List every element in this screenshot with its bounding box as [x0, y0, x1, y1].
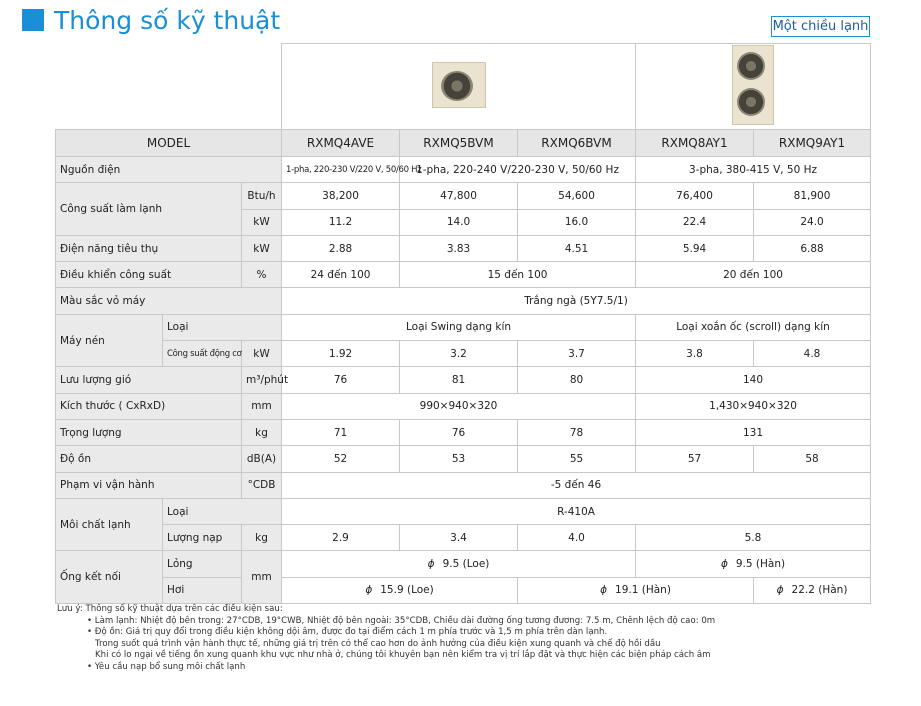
- sub-label-motor: Công suất động cơ: [163, 341, 242, 367]
- page-title: Thông số kỹ thuật: [54, 5, 281, 35]
- cell-cooling-kw: 22.4: [636, 209, 754, 235]
- row-label-power: Nguồn điện: [56, 157, 282, 183]
- cell-cooling-kw: 24.0: [754, 209, 871, 235]
- unit-airflow: m³/phút: [242, 367, 282, 393]
- cell-refrigerant-charge-45: 5.8: [636, 525, 871, 551]
- cell-weight: 71: [282, 419, 400, 445]
- title-square-icon: [22, 9, 44, 31]
- cell-weight: 76: [400, 419, 518, 445]
- unit-kw: kW: [242, 209, 282, 235]
- cell-weight-45: 131: [636, 419, 871, 445]
- model-name: RXMQ8AY1: [636, 130, 754, 157]
- spec-table: [55, 43, 871, 604]
- row-label-operation-range: Phạm vi vận hành: [56, 472, 242, 498]
- cell-casing: Trắng ngà (5Y7.5/1): [282, 288, 871, 314]
- unit-weight: kg: [242, 419, 282, 445]
- note-item: • Độ ồn: Giá trị quy đổi trong điều kiện không dội âm, được đo tại điểm cách 1 m phía trước và 1,5 m phía trên dàn lạnh.: [87, 627, 608, 638]
- cell-refrigerant-type: R-410A: [282, 498, 871, 524]
- product-image-single: [282, 44, 636, 130]
- unit-motor: kW: [242, 341, 282, 367]
- note-item: Trong suốt quá trình vận hành thực tế, những giá trị trên có thể cao hơn do ảnh hưởng của điều kiện xung quanh và chế độ hồi dầu: [95, 638, 661, 649]
- cell-refrigerant-charge: 3.4: [400, 525, 518, 551]
- model-header: MODEL: [56, 130, 282, 157]
- model-name: RXMQ9AY1: [754, 130, 871, 157]
- cell-cooling-btu: 81,900: [754, 183, 871, 209]
- cell-dimensions-123: 990×940×320: [282, 393, 636, 419]
- phi-symbol: ϕ: [365, 584, 373, 597]
- cell-noise: 53: [400, 446, 518, 472]
- cell-dimensions-45: 1,430×940×320: [636, 393, 871, 419]
- cell-refrigerant-charge: 4.0: [518, 525, 636, 551]
- phi-symbol: ϕ: [427, 558, 435, 571]
- cell-operation-range: -5 đến 46: [282, 472, 871, 498]
- cell-gas-5: ϕ 22.2 (Hàn): [754, 577, 871, 603]
- notes-heading: Lưu ý: Thông số kỹ thuật dựa trên các điều kiện sau:: [57, 604, 283, 614]
- row-label-noise: Độ ồn: [56, 446, 242, 472]
- unit-consumption: kW: [242, 235, 282, 261]
- cell-motor: 3.2: [400, 341, 518, 367]
- cell-noise: 55: [518, 446, 636, 472]
- sub-label-refrigerant-charge: Lượng nạp: [163, 525, 242, 551]
- product-image-double: [636, 44, 871, 130]
- note-item: • Yêu cầu nạp bổ sung môi chất lạnh: [87, 661, 246, 672]
- outdoor-unit-large-icon: [732, 45, 774, 125]
- phi-symbol: ϕ: [720, 558, 728, 571]
- row-label-weight: Trọng lượng: [56, 419, 242, 445]
- cell-capacity-control-45: 20 đến 100: [636, 262, 871, 288]
- cell-cooling-kw: 14.0: [400, 209, 518, 235]
- cell-weight: 78: [518, 419, 636, 445]
- cell-compressor-type-swing: Loại Swing dạng kín: [282, 314, 636, 340]
- cell-cooling-kw: 11.2: [282, 209, 400, 235]
- cell-capacity-control-1: 24 đến 100: [282, 262, 400, 288]
- cell-gas-34: ϕ 19.1 (Hàn): [518, 577, 754, 603]
- cell-liquid-123: ϕ 9.5 (Loe): [282, 551, 636, 577]
- cell-power-23: 1-pha, 220-240 V/220-230 V, 50/60 Hz: [400, 157, 636, 183]
- cell-capacity-control-23: 15 đến 100: [400, 262, 636, 288]
- model-name: RXMQ4AVE: [282, 130, 400, 157]
- cell-gas-12: ϕ 15.9 (Loe): [282, 577, 518, 603]
- unit-btu: Btu/h: [242, 183, 282, 209]
- cell-cooling-kw: 16.0: [518, 209, 636, 235]
- cell-liquid-45: ϕ 9.5 (Hàn): [636, 551, 871, 577]
- cell-airflow: 76: [282, 367, 400, 393]
- unit-piping: mm: [242, 551, 282, 604]
- outdoor-unit-small-icon: [432, 62, 486, 108]
- row-label-capacity-control: Điều khiển công suất: [56, 262, 242, 288]
- row-label-piping: Ống kết nối: [56, 551, 163, 604]
- unit-operation-range: °CDB: [242, 472, 282, 498]
- sub-label-gas: Hơi: [163, 577, 242, 603]
- cell-airflow-45: 140: [636, 367, 871, 393]
- note-item: • Làm lạnh: Nhiệt độ bên trong: 27°CDB, 19°CWB, Nhiệt độ bên ngoài: 35°CDB, Chiều dài đường ống tương đương: 7.5 m, Chênh lệch độ cao: 0m: [87, 615, 716, 626]
- mode-badge: Một chiều lạnh: [771, 16, 870, 37]
- cell-noise: 57: [636, 446, 754, 472]
- cell-cooling-btu: 76,400: [636, 183, 754, 209]
- row-label-dimensions: Kích thước ( CxRxD): [56, 393, 242, 419]
- unit-noise: dB(A): [242, 446, 282, 472]
- model-name: RXMQ6BVM: [518, 130, 636, 157]
- row-label-casing: Màu sắc vỏ máy: [56, 288, 282, 314]
- cell-airflow: 80: [518, 367, 636, 393]
- cell-motor: 3.8: [636, 341, 754, 367]
- cell-cooling-btu: 38,200: [282, 183, 400, 209]
- cell-airflow: 81: [400, 367, 518, 393]
- model-name: RXMQ5BVM: [400, 130, 518, 157]
- row-label-refrigerant: Môi chất lạnh: [56, 498, 163, 551]
- cell-power-1: 1-pha, 220-230 V/220 V, 50/60 Hz: [282, 157, 400, 183]
- unit-percent: %: [242, 262, 282, 288]
- unit-dimensions: mm: [242, 393, 282, 419]
- cell-refrigerant-charge: 2.9: [282, 525, 400, 551]
- cell-noise: 52: [282, 446, 400, 472]
- row-label-compressor: Máy nén: [56, 314, 163, 367]
- cell-power-45: 3-pha, 380-415 V, 50 Hz: [636, 157, 871, 183]
- sub-label-compressor-type: Loại: [163, 314, 282, 340]
- page-title-block: [22, 6, 280, 34]
- phi-symbol: ϕ: [776, 584, 784, 597]
- cell-consumption: 3.83: [400, 235, 518, 261]
- notes: [57, 604, 715, 674]
- cell-cooling-btu: 54,600: [518, 183, 636, 209]
- phi-symbol: ϕ: [600, 584, 608, 597]
- cell-consumption: 6.88: [754, 235, 871, 261]
- unit-refrigerant-charge: kg: [242, 525, 282, 551]
- cell-compressor-type-scroll: Loại xoắn ốc (scroll) dạng kín: [636, 314, 871, 340]
- row-label-cooling: Công suất làm lạnh: [56, 183, 242, 236]
- row-label-consumption: Điện năng tiêu thụ: [56, 235, 242, 261]
- cell-noise: 58: [754, 446, 871, 472]
- sub-label-refrigerant-type: Loại: [163, 498, 282, 524]
- cell-cooling-btu: 47,800: [400, 183, 518, 209]
- cell-motor: 1.92: [282, 341, 400, 367]
- row-label-airflow: Lưu lượng gió: [56, 367, 242, 393]
- note-item: Khi có lo ngại về tiếng ồn xung quanh khu vực như nhà ở, chúng tôi khuyên bạn nên kiểm tra vị trí lắp đặt và thực hiện các biện pháp cách âm: [95, 650, 711, 661]
- sub-label-liquid: Lỏng: [163, 551, 242, 577]
- cell-consumption: 4.51: [518, 235, 636, 261]
- cell-motor: 3.7: [518, 341, 636, 367]
- cell-consumption: 5.94: [636, 235, 754, 261]
- cell-consumption: 2.88: [282, 235, 400, 261]
- cell-motor: 4.8: [754, 341, 871, 367]
